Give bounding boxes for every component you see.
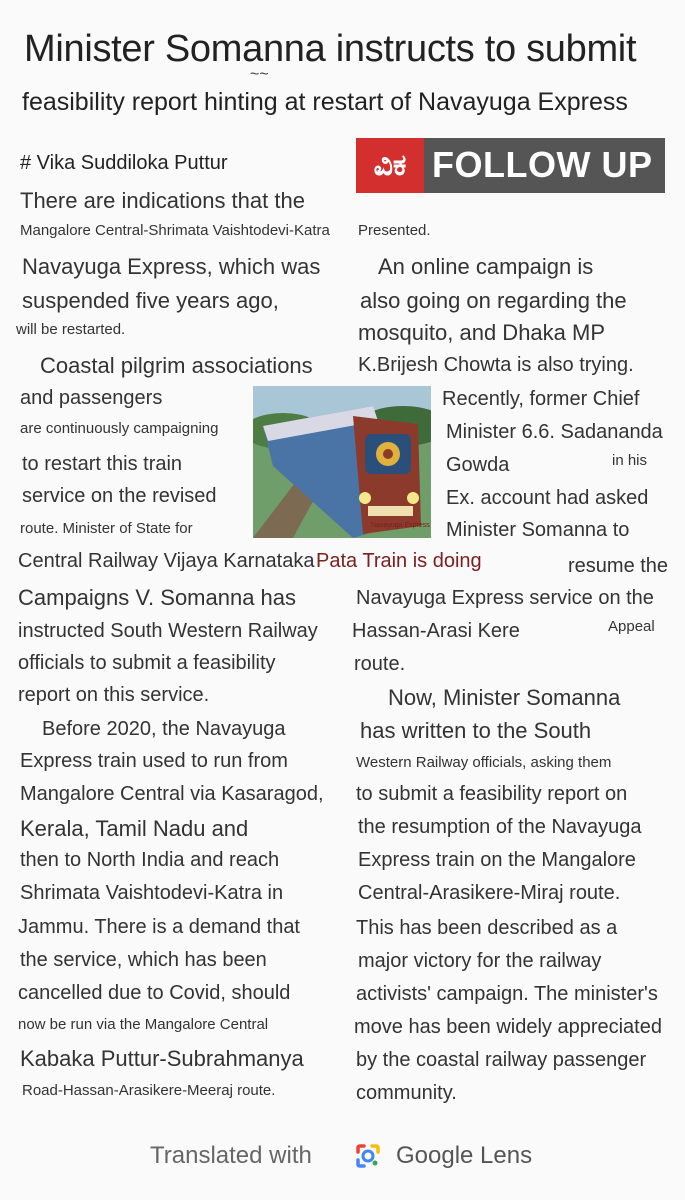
right-line-1: Presented. <box>358 222 431 239</box>
right-line-7: Minister 6.6. Sadananda <box>446 421 663 443</box>
left-line-5: will be restarted. <box>16 321 126 338</box>
left-line-13: Campaigns V. Somanna has <box>18 585 297 610</box>
right-line-2: An online campaign is <box>378 254 594 279</box>
vk-logo: ವಿಕ <box>356 138 424 193</box>
banner-text: FOLLOW UP <box>432 144 653 185</box>
byline: # Vika Suddiloka Puttur <box>20 152 228 174</box>
right-line-25: This has been described as a <box>356 917 618 939</box>
train-illustration <box>253 386 431 538</box>
right-line-29: by the coastal railway passenger <box>356 1049 647 1071</box>
right-line-6: Recently, former Chief <box>442 388 640 410</box>
right-line-14: Navayuga Express service on the <box>356 587 654 609</box>
left-line-1: There are indications that the <box>20 188 305 213</box>
google-lens-label: Google Lens <box>396 1142 533 1169</box>
follow-up-banner <box>356 138 665 193</box>
left-line-21: then to North India and reach <box>20 849 280 871</box>
left-line-22: Shrimata Vaishtodevi-Katra in <box>20 882 284 904</box>
right-line-24: Central-Arasikere-Miraj route. <box>358 882 621 904</box>
right-line-30: community. <box>356 1082 457 1104</box>
left-line-7: and passengers <box>20 387 163 409</box>
left-line-4: suspended five years ago, <box>22 288 279 313</box>
right-line-19: has written to the South <box>360 718 592 743</box>
photo-board-text: Navayuga Express <box>371 522 430 529</box>
left-line-8: are continuously campaigning <box>20 420 219 437</box>
left-line-10: service on the revised <box>22 485 217 507</box>
right-line-10: Ex. account had asked <box>446 487 649 509</box>
left-line-14: instructed South Western Railway <box>18 620 318 642</box>
right-line-9: in his <box>612 452 648 469</box>
right-line-17: route. <box>354 653 406 675</box>
translated-with-label: Translated with <box>150 1142 312 1169</box>
right-line-27: activists' campaign. The minister's <box>356 983 658 1005</box>
left-line-26: now be run via the Mangalore Central <box>18 1016 269 1033</box>
right-line-5: K.Brijesh Chowta is also trying. <box>358 354 634 376</box>
right-line-21: to submit a feasibility report on <box>356 783 628 805</box>
right-line-13: resume the <box>568 555 669 577</box>
left-line-17: Before 2020, the Navayuga <box>42 718 286 740</box>
left-line-12: Central Railway Vijaya Karnataka <box>18 550 315 572</box>
right-line-4: mosquito, and Dhaka MP <box>358 320 606 345</box>
right-line-28: move has been widely appreciated <box>354 1016 662 1038</box>
google-lens-icon <box>354 1142 382 1170</box>
train-photo <box>253 386 431 538</box>
left-line-15: officials to submit a feasibility <box>18 652 276 674</box>
left-line-28: Road-Hassan-Arasikere-Meeraj route. <box>22 1082 276 1099</box>
right-line-18: Now, Minister Somanna <box>388 685 621 710</box>
left-line-11: route. Minister of State for <box>20 520 193 537</box>
caption-pata-train: Pata Train is doing <box>316 550 482 572</box>
headline-line-2: feasibility report hinting at restart of Navayuga Express <box>22 88 628 116</box>
left-line-6: Coastal pilgrim associations <box>40 353 313 378</box>
left-line-27: Kabaka Puttur-Subrahmanya <box>20 1046 304 1071</box>
left-line-2: Mangalore Central-Shrimata Vaishtodevi-Katra <box>20 222 330 239</box>
right-line-23: Express train on the Mangalore <box>358 849 636 871</box>
right-line-8: Gowda <box>446 454 510 476</box>
right-line-11: Minister Somanna to <box>446 519 630 541</box>
left-line-19: Mangalore Central via Kasaragod, <box>20 783 324 805</box>
right-line-26: major victory for the railway <box>358 950 602 972</box>
right-line-22: the resumption of the Navayuga <box>358 816 642 838</box>
left-line-23: Jammu. There is a demand that <box>18 916 300 938</box>
left-line-24: the service, which has been <box>20 949 267 971</box>
right-line-20: Western Railway officials, asking them <box>356 754 612 771</box>
right-line-15: Hassan-Arasi Kere <box>352 620 520 642</box>
left-line-3: Navayuga Express, which was <box>22 254 321 279</box>
left-line-16: report on this service. <box>18 684 210 706</box>
left-line-18: Express train used to run from <box>20 750 288 772</box>
left-line-25: cancelled due to Covid, should <box>18 982 291 1004</box>
diacritic-mark: ~~ <box>250 66 269 83</box>
right-line-16: Appeal <box>608 618 655 635</box>
right-line-3: also going on regarding the <box>360 288 627 313</box>
headline-line-1: Minister Somanna instructs to submit <box>24 28 637 70</box>
left-line-9: to restart this train <box>22 453 183 475</box>
left-line-20: Kerala, Tamil Nadu and <box>20 816 249 841</box>
